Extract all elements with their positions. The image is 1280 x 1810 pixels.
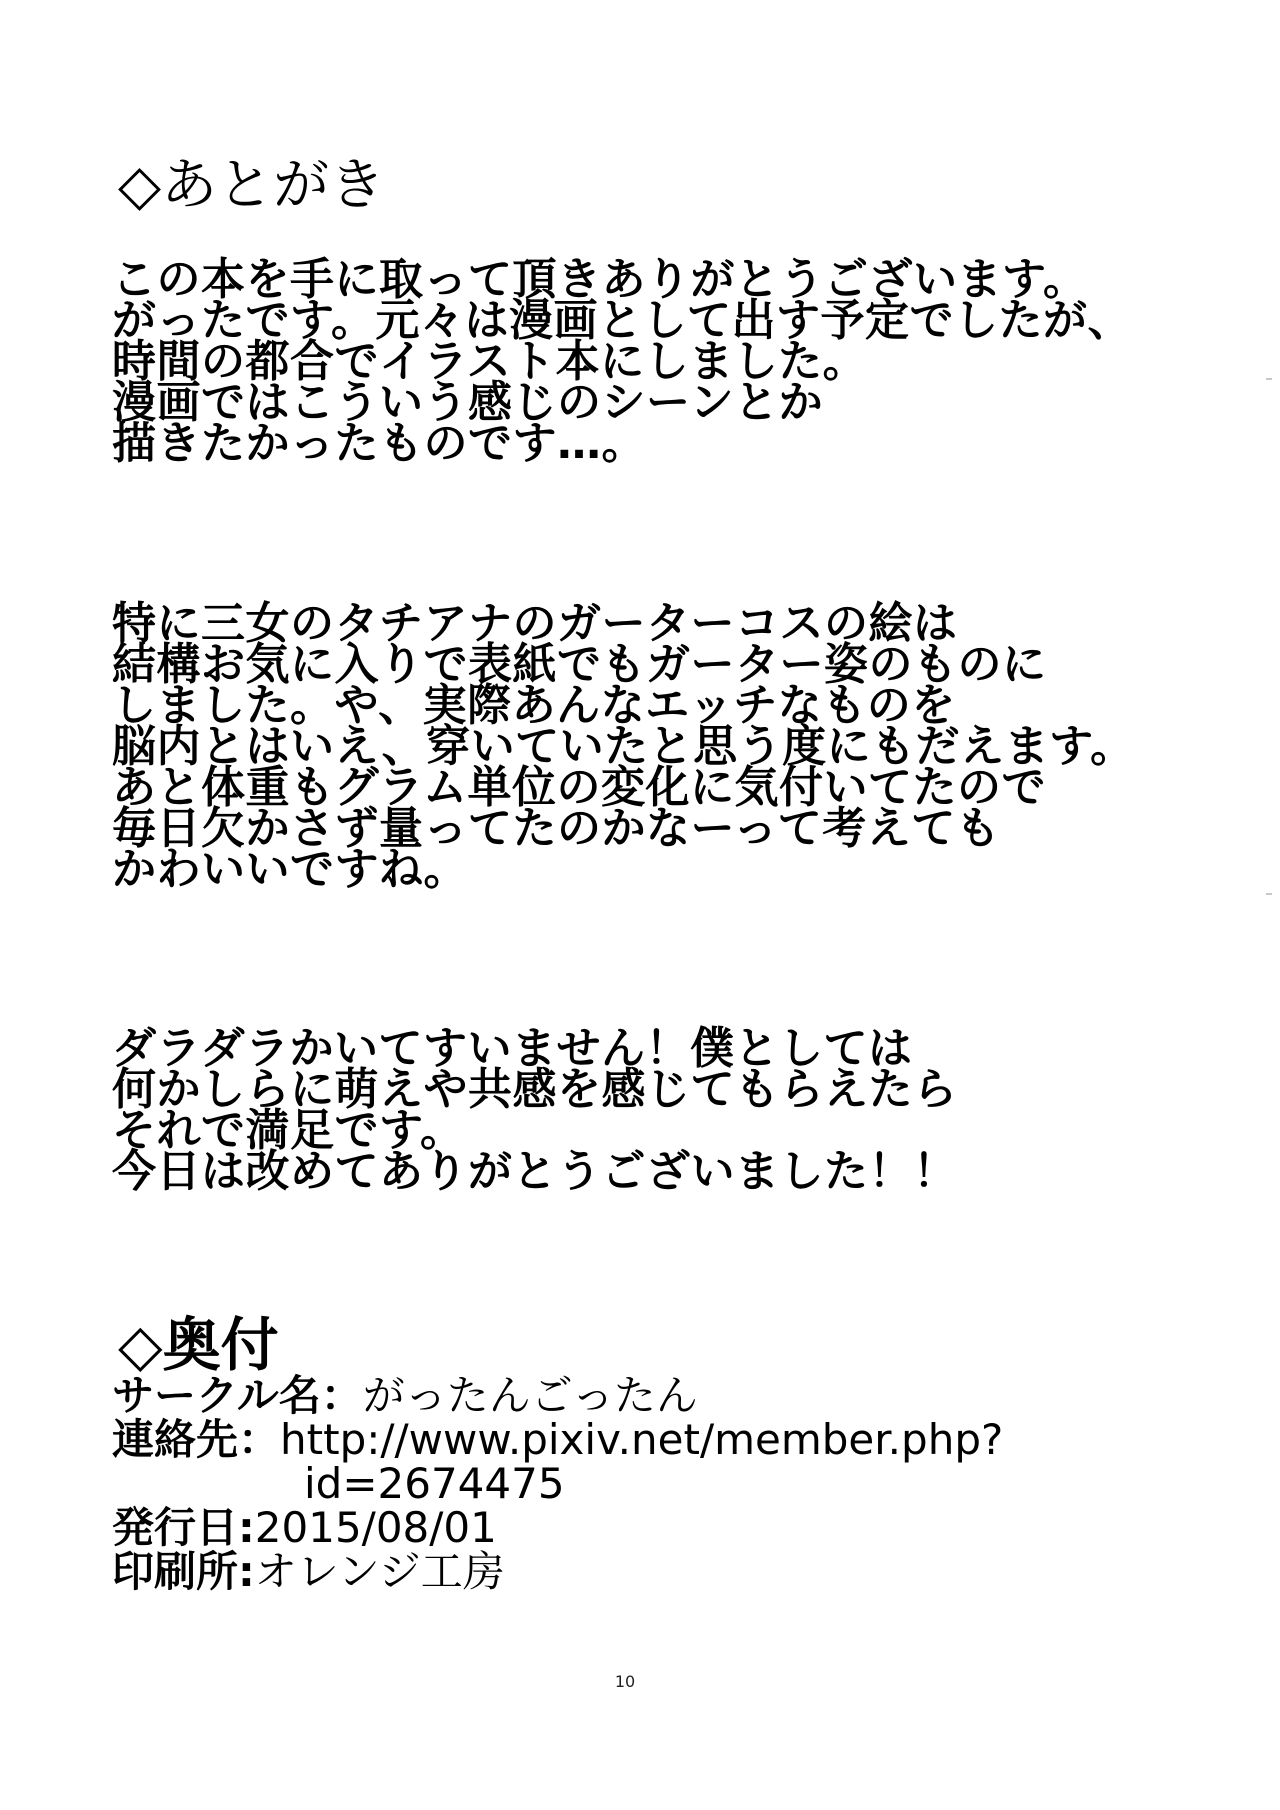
page-number: 10 — [614, 1672, 636, 1691]
text-line: 特に三女のタチアナのガーターコスの絵は — [112, 598, 958, 649]
printer-label: 印刷所: — [112, 1547, 255, 1596]
text-line: 結構お気に入りで表紙でもガーター姿のものに — [112, 639, 1047, 690]
release-date-label: 発行日: — [112, 1503, 255, 1552]
text-line: 毎日欠かさず量ってたのかなーって考えても — [112, 803, 1001, 854]
text-line: 描きたかったものです…。 — [112, 418, 646, 469]
afterword-paragraph-2 — [112, 598, 1135, 895]
text-line: しました。や、実際あんなエッチなものを — [112, 680, 956, 731]
afterword-heading: ◇あとがき — [118, 153, 386, 218]
release-date-row — [112, 1503, 1003, 1552]
trim-mark — [1266, 378, 1272, 380]
colophon-block — [112, 1371, 1004, 1596]
text-line: ダラダラかいてすいません！僕としては — [112, 1023, 913, 1074]
text-line: この本を手に取って頂きありがとうございます。 — [112, 254, 1088, 305]
text-line: それで満足です。 — [112, 1105, 465, 1156]
text-line: 時間の都合でイラスト本にしました。 — [112, 336, 868, 387]
printer-row — [112, 1547, 1003, 1596]
text-line: かわいいですね。 — [112, 844, 468, 895]
release-date-value: 2015/08/01 — [254, 1503, 497, 1552]
circle-name-value: がったんごったん — [362, 1371, 698, 1420]
text-line: 今日は改めてありがとうございました！！ — [112, 1146, 958, 1197]
afterword-paragraph-3 — [112, 1023, 958, 1197]
contact-row-continued — [112, 1459, 1003, 1508]
contact-label: 連絡先： — [112, 1415, 281, 1464]
text-line: 漫画ではこういう感じのシーンとか — [112, 377, 824, 428]
circle-name-label: サークル名： — [112, 1371, 363, 1420]
contact-row — [112, 1415, 1004, 1464]
text-line: あと体重もグラム単位の変化に気付いてたので — [112, 762, 1047, 813]
text-line: がったです。元々は漫画として出す予定でしたが、 — [112, 295, 1132, 346]
contact-url-continued: id=2674475 — [304, 1459, 565, 1508]
afterword-paragraph-1 — [112, 254, 1132, 469]
colophon-heading: ◇奥付 — [118, 1311, 279, 1379]
text-line: 何かしらに萌えや共感を感じてもらえたら — [112, 1064, 958, 1115]
trim-mark — [1266, 893, 1272, 895]
text-line: 脳内とはいえ、穿いていたと思う度にもだえます。 — [112, 721, 1135, 772]
circle-name-row — [112, 1371, 1003, 1420]
printer-value: オレンジ工房 — [254, 1547, 505, 1596]
contact-url: http://www.pixiv.net/member.php? — [280, 1415, 1004, 1464]
